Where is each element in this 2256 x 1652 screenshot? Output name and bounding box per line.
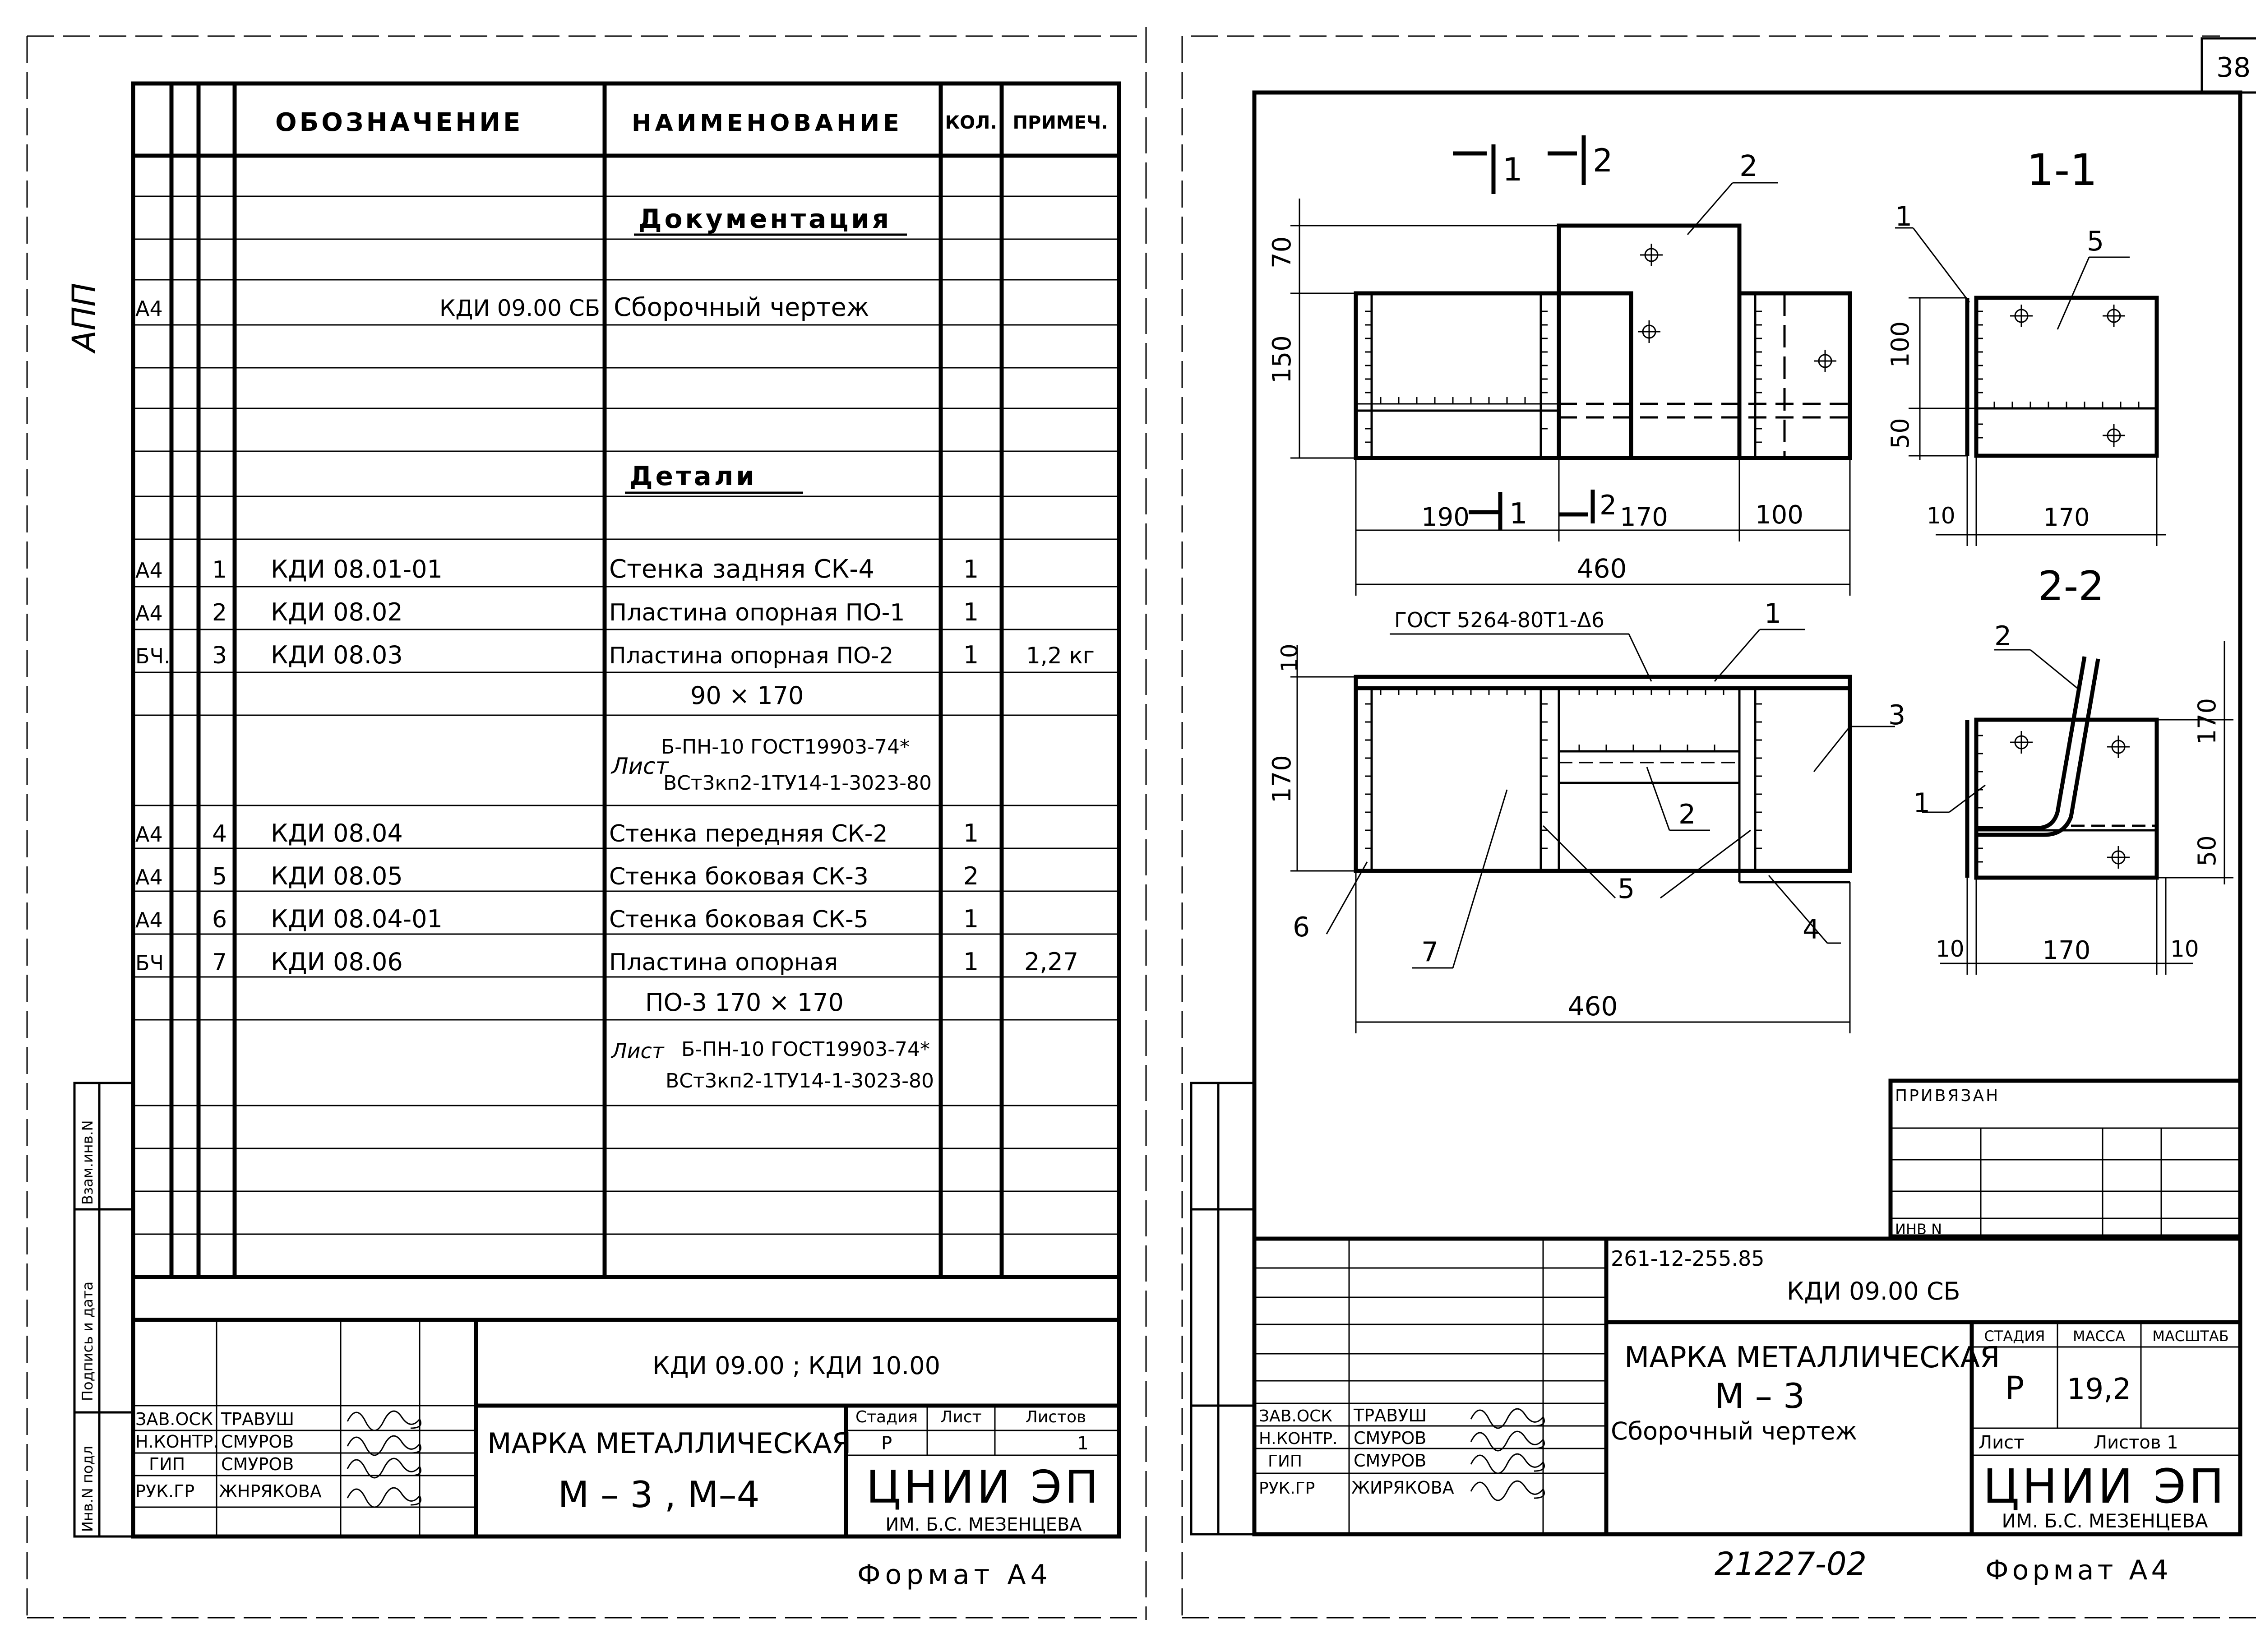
callout-2: 2 bbox=[1994, 620, 2012, 652]
svg-text:1: 1 bbox=[1077, 1433, 1089, 1454]
svg-text:РУК.ГР: РУК.ГР bbox=[135, 1481, 195, 1501]
svg-text:1: 1 bbox=[963, 641, 979, 669]
svg-text:Б-ПН-10 ГОСТ19903-74*: Б-ПН-10 ГОСТ19903-74* bbox=[681, 1038, 930, 1061]
svg-text:КДИ 08.05: КДИ 08.05 bbox=[271, 862, 403, 890]
svg-text:170: 170 bbox=[2042, 936, 2091, 965]
svg-text:170: 170 bbox=[1267, 755, 1297, 803]
svg-text:2: 2 bbox=[1593, 142, 1613, 179]
spec-row bbox=[135, 948, 1078, 976]
bolt-symbol bbox=[1638, 244, 1836, 372]
svg-text:10: 10 bbox=[1936, 936, 1965, 962]
header-designation: ОБОЗНАЧЕНИЕ bbox=[275, 108, 523, 137]
svg-text:ГИП: ГИП bbox=[149, 1454, 185, 1474]
right-title-line1: МАРКА МЕТАЛЛИЧЕСКАЯ bbox=[1624, 1341, 2000, 1374]
svg-text:СМУРОВ: СМУРОВ bbox=[221, 1454, 294, 1474]
right-title-block bbox=[1254, 1239, 2240, 1534]
material-note bbox=[610, 1038, 934, 1092]
right-org: ЦНИИ ЭП bbox=[1983, 1459, 2227, 1514]
svg-text:А4: А4 bbox=[135, 601, 163, 625]
svg-text:ТРАВУШ: ТРАВУШ bbox=[1354, 1406, 1427, 1425]
svg-text:10: 10 bbox=[2170, 936, 2199, 962]
svg-text:7: 7 bbox=[212, 949, 227, 976]
header-name: НАИМЕНОВАНИЕ bbox=[632, 110, 903, 137]
svg-text:170: 170 bbox=[1620, 503, 1668, 532]
callout-1: 1 bbox=[1895, 201, 1913, 232]
svg-text:А4: А4 bbox=[135, 822, 163, 847]
svg-text:170: 170 bbox=[2043, 503, 2090, 532]
svg-text:5: 5 bbox=[212, 863, 227, 890]
right-side-strip bbox=[1191, 1083, 1254, 1534]
spec-row bbox=[135, 862, 979, 890]
svg-text:50: 50 bbox=[1886, 418, 1914, 449]
svg-text:Пластина опорная ПО-1: Пластина опорная ПО-1 bbox=[609, 599, 905, 626]
spec-row-dimension: ПО-3 170 × 170 bbox=[645, 988, 844, 1017]
svg-text:1: 1 bbox=[963, 819, 979, 847]
callout-6: 6 bbox=[1293, 912, 1310, 943]
front-view bbox=[1267, 135, 1850, 596]
svg-text:1: 1 bbox=[212, 556, 227, 583]
svg-text:РУК.ГР: РУК.ГР bbox=[1259, 1479, 1315, 1498]
right-sheet bbox=[1191, 93, 2240, 1586]
svg-text:Лист: Лист bbox=[611, 1039, 664, 1063]
svg-text:ВСт3кп2-1ТУ14-1-3023-80: ВСт3кп2-1ТУ14-1-3023-80 bbox=[666, 1069, 934, 1092]
svg-text:КДИ 08.02: КДИ 08.02 bbox=[271, 598, 403, 626]
svg-text:2,27: 2,27 bbox=[1024, 948, 1079, 976]
svg-text:70: 70 bbox=[1267, 236, 1297, 268]
right-org2: ИМ. Б.С. МЕЗЕНЦЕВА bbox=[2002, 1510, 2208, 1532]
callout-3: 3 bbox=[1888, 699, 1906, 731]
svg-text:1: 1 bbox=[1764, 598, 1782, 629]
svg-text:СТАДИЯ: СТАДИЯ bbox=[1984, 1328, 2045, 1345]
svg-text:А4: А4 bbox=[135, 865, 163, 889]
svg-text:1: 1 bbox=[963, 905, 979, 933]
svg-text:50: 50 bbox=[2193, 835, 2221, 866]
right-code2: КДИ 09.00 СБ bbox=[1787, 1277, 1960, 1305]
left-title-block bbox=[133, 1320, 1119, 1536]
left-sheet bbox=[74, 83, 1119, 1591]
svg-text:КДИ 08.03: КДИ 08.03 bbox=[271, 641, 403, 669]
svg-text:БЧ.: БЧ. bbox=[135, 644, 171, 668]
spec-row bbox=[135, 641, 1095, 669]
svg-text:Стенка боковая СК-5: Стенка боковая СК-5 bbox=[609, 906, 869, 933]
signature-scribbles bbox=[1471, 1409, 1544, 1500]
bound-block bbox=[1891, 1081, 2240, 1238]
svg-text:Взам.инв.N: Взам.инв.N bbox=[79, 1120, 96, 1205]
svg-text:КДИ 09.00 СБ: КДИ 09.00 СБ bbox=[439, 295, 600, 321]
svg-text:КДИ 08.01-01: КДИ 08.01-01 bbox=[271, 555, 443, 583]
plan-view bbox=[1267, 598, 1905, 1033]
svg-text:Листов 1: Листов 1 bbox=[2094, 1432, 2178, 1453]
section-documentation: Документация bbox=[638, 204, 892, 234]
svg-text:1: 1 bbox=[963, 948, 979, 976]
svg-text:6: 6 bbox=[212, 906, 227, 933]
svg-text:Лист: Лист bbox=[940, 1408, 982, 1426]
right-title-line2: М – 3 bbox=[1715, 1376, 1805, 1416]
section-details: Детали bbox=[629, 461, 757, 491]
svg-text:1: 1 bbox=[1509, 497, 1528, 531]
svg-text:Стадия: Стадия bbox=[855, 1408, 918, 1426]
svg-text:2: 2 bbox=[212, 599, 227, 626]
section-marks bbox=[1453, 135, 1613, 194]
svg-text:Пластина опорная ПО-2: Пластина опорная ПО-2 bbox=[609, 643, 894, 669]
svg-text:Лист: Лист bbox=[611, 753, 669, 779]
header-note: ПРИМЕЧ. bbox=[1012, 112, 1108, 133]
svg-text:ВСт3кп2-1ТУ14-1-3023-80: ВСт3кп2-1ТУ14-1-3023-80 bbox=[663, 772, 932, 795]
page-number: 38 bbox=[2216, 52, 2251, 83]
callout-1: 1 bbox=[1913, 787, 1931, 819]
svg-text:10: 10 bbox=[1276, 643, 1303, 672]
stamp-number: 21227-02 bbox=[1715, 1546, 1867, 1583]
svg-text:А4: А4 bbox=[135, 558, 163, 583]
svg-text:150: 150 bbox=[1267, 335, 1297, 384]
svg-text:100: 100 bbox=[1886, 321, 1914, 368]
svg-text:СМУРОВ: СМУРОВ bbox=[221, 1432, 294, 1452]
callout-2: 2 bbox=[1739, 150, 1758, 183]
svg-text:МАССА: МАССА bbox=[2072, 1328, 2126, 1345]
left-org2: ИМ. Б.С. МЕЗЕНЦЕВА bbox=[885, 1514, 1082, 1535]
svg-text:МАСШТАБ: МАСШТАБ bbox=[2152, 1328, 2229, 1345]
material-note bbox=[610, 736, 932, 795]
svg-text:Лист: Лист bbox=[1979, 1432, 2025, 1453]
spec-row bbox=[135, 293, 869, 322]
svg-text:2: 2 bbox=[1600, 490, 1617, 521]
bolt-symbol bbox=[2010, 305, 2125, 447]
svg-text:СМУРОВ: СМУРОВ bbox=[1354, 1451, 1427, 1471]
svg-text:ПРИВЯЗАН: ПРИВЯЗАН bbox=[1895, 1087, 2000, 1105]
svg-text:460: 460 bbox=[1576, 553, 1627, 584]
spec-row bbox=[135, 819, 979, 847]
svg-text:1,2 кг: 1,2 кг bbox=[1026, 643, 1095, 669]
svg-text:1: 1 bbox=[1502, 151, 1523, 188]
left-title-line1: МАРКА МЕТАЛЛИЧЕСКАЯ bbox=[487, 1427, 851, 1460]
section-label-1-1: 1-1 bbox=[2026, 145, 2098, 195]
svg-text:БЧ: БЧ bbox=[135, 951, 164, 975]
svg-text:2: 2 bbox=[963, 862, 979, 890]
svg-text:Сборочный чертеж: Сборочный чертеж bbox=[614, 293, 869, 322]
left-org: ЦНИИ ЭП bbox=[866, 1461, 1101, 1513]
callout-5: 5 bbox=[1618, 873, 1635, 905]
svg-text:Б-ПН-10 ГОСТ19903-74*: Б-ПН-10 ГОСТ19903-74* bbox=[661, 736, 910, 759]
svg-text:Листов: Листов bbox=[1025, 1408, 1086, 1426]
right-title-line3: Сборочный чертеж bbox=[1611, 1417, 1858, 1445]
left-title-line2: М – 3 , М–4 bbox=[558, 1474, 760, 1516]
svg-text:ЗАВ.ОСК: ЗАВ.ОСК bbox=[1259, 1407, 1332, 1425]
svg-text:КДИ 08.04-01: КДИ 08.04-01 bbox=[271, 905, 443, 933]
svg-text:Н.КОНТР.: Н.КОНТР. bbox=[135, 1432, 219, 1452]
svg-text:Пластина опорная: Пластина опорная bbox=[609, 949, 838, 976]
svg-text:2: 2 bbox=[1678, 799, 1696, 830]
svg-text:ЖИРЯКОВА: ЖИРЯКОВА bbox=[1351, 1478, 1454, 1498]
svg-text:А4: А4 bbox=[135, 296, 163, 321]
svg-text:1: 1 bbox=[963, 598, 979, 626]
side-note: АПП bbox=[65, 282, 102, 352]
svg-text:А4: А4 bbox=[135, 908, 163, 932]
svg-text:ЗАВ.ОСК: ЗАВ.ОСК bbox=[135, 1409, 213, 1429]
callout-4: 4 bbox=[1803, 914, 1820, 945]
spec-row-dimension: 90 × 170 bbox=[690, 681, 804, 710]
svg-text:19,2: 19,2 bbox=[2066, 1373, 2131, 1406]
svg-text:Стенка передняя СК-2: Стенка передняя СК-2 bbox=[609, 820, 888, 847]
section-label-2-2: 2-2 bbox=[2038, 563, 2104, 610]
svg-text:ЖНРЯКОВА: ЖНРЯКОВА bbox=[219, 1481, 322, 1501]
svg-text:4: 4 bbox=[212, 820, 227, 847]
svg-text:3: 3 bbox=[212, 642, 227, 669]
svg-text:Стенка задняя СК-4: Стенка задняя СК-4 bbox=[609, 555, 875, 584]
left-format: Формат А4 bbox=[857, 1559, 1052, 1591]
svg-text:СМУРОВ: СМУРОВ bbox=[1354, 1428, 1427, 1448]
spec-row bbox=[135, 598, 979, 626]
svg-text:КДИ 08.04: КДИ 08.04 bbox=[271, 819, 403, 847]
svg-text:КДИ 08.06: КДИ 08.06 bbox=[271, 948, 403, 976]
svg-text:100: 100 bbox=[1755, 500, 1803, 530]
svg-text:Инв.N подл: Инв.N подл bbox=[79, 1445, 96, 1532]
right-frame bbox=[1254, 93, 2240, 1534]
svg-text:ГИП: ГИП bbox=[1268, 1452, 1302, 1471]
signature-scribbles bbox=[347, 1411, 421, 1507]
page-number-box bbox=[2202, 38, 2256, 93]
svg-text:Р: Р bbox=[881, 1433, 892, 1454]
spec-row bbox=[135, 555, 979, 584]
svg-text:460: 460 bbox=[1567, 991, 1618, 1022]
section-1-1 bbox=[1886, 145, 2166, 546]
callout-5: 5 bbox=[2087, 226, 2104, 257]
svg-text:Подпись и дата: Подпись и дата bbox=[79, 1281, 96, 1401]
header-qty: КОЛ. bbox=[945, 112, 997, 133]
left-title-code: КДИ 09.00 ; КДИ 10.00 bbox=[652, 1351, 940, 1380]
svg-text:10: 10 bbox=[1927, 503, 1956, 529]
spec-row bbox=[135, 905, 979, 933]
right-code1: 261-12-255.85 bbox=[1611, 1246, 1765, 1271]
svg-text:Н.КОНТР.: Н.КОНТР. bbox=[1259, 1430, 1338, 1448]
svg-text:ИНВ N: ИНВ N bbox=[1895, 1221, 1942, 1238]
svg-text:Стенка боковая СК-3: Стенка боковая СК-3 bbox=[609, 863, 869, 890]
weld-note: ГОСТ 5264-80Т1-Δ6 bbox=[1394, 608, 1604, 632]
spec-row-lines bbox=[133, 196, 1119, 1234]
svg-text:190: 190 bbox=[1421, 503, 1470, 532]
section-2-2 bbox=[1913, 563, 2233, 975]
svg-text:1: 1 bbox=[963, 555, 979, 583]
svg-text:Р: Р bbox=[2005, 1370, 2025, 1407]
svg-text:ТРАВУШ: ТРАВУШ bbox=[221, 1409, 294, 1429]
right-format: Формат А4 bbox=[1985, 1555, 2172, 1586]
left-side-strip bbox=[74, 1083, 133, 1536]
callout-7: 7 bbox=[1421, 936, 1439, 968]
svg-text:170: 170 bbox=[2193, 698, 2221, 745]
